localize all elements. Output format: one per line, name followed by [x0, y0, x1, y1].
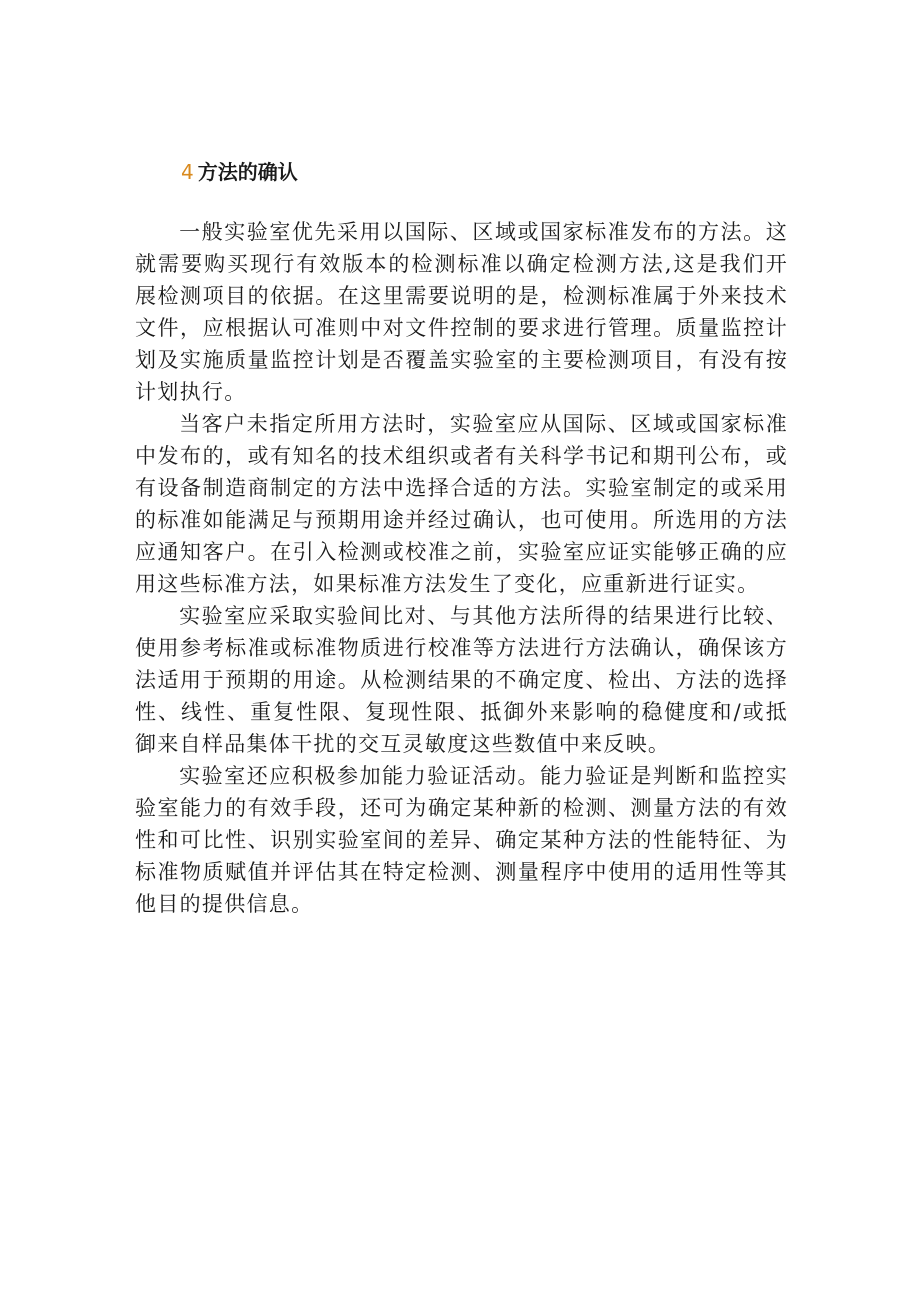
paragraph-2: 当客户未指定所用方法时，实验室应从国际、区域或国家标准中发布的，或有知名的技术组织或者有关科学书记和期刊公布，或有设备制造商制定的方法中选择合适的方法。实验室制定的或采用的标准如能满足与预期用途并经过确认，也可使用。所选用的方法应通知客户。在引入检测或校准之前，实验室应证实能够正确的应用这些标准方法，如果标准方法发生了变化，应重新进行证实。	[135, 412, 788, 596]
body-text	[135, 216, 788, 920]
section-heading	[181, 156, 298, 188]
paragraph-3: 实验室应采取实验间比对、与其他方法所得的结果进行比较、使用参考标准或标准物质进行校准等方法进行方法确认，确保该方法适用于预期的用途。从检测结果的不确定度、检出、方法的选择性、线性、重复性限、复现性限、抵御外来影响的稳健度和/或抵御来自样品集体干扰的交互灵敏度这些数值中来反映。	[135, 604, 788, 756]
paragraph-1: 一般实验室优先采用以国际、区域或国家标准发布的方法。这就需要购买现行有效版本的检测标准以确定检测方法,这是我们开展检测项目的依据。在这里需要说明的是，检测标准属于外来技术文件，应根据认可准则中对文件控制的要求进行管理。质量监控计划及实施质量监控计划是否覆盖实验室的主要检测项目，有没有按计划执行。	[135, 220, 788, 404]
section-number: 4	[181, 160, 194, 184]
paragraph-4: 实验室还应积极参加能力验证活动。能力验证是判断和监控实验室能力的有效手段，还可为确定某种新的检测、测量方法的有效性和可比性、识别实验室间的差异、确定某种方法的性能特征、为标准物质赋值并评估其在特定检测、测量程序中使用的适用性等其他目的提供信息。	[135, 764, 788, 916]
section-title: 方法的确认	[197, 160, 298, 184]
